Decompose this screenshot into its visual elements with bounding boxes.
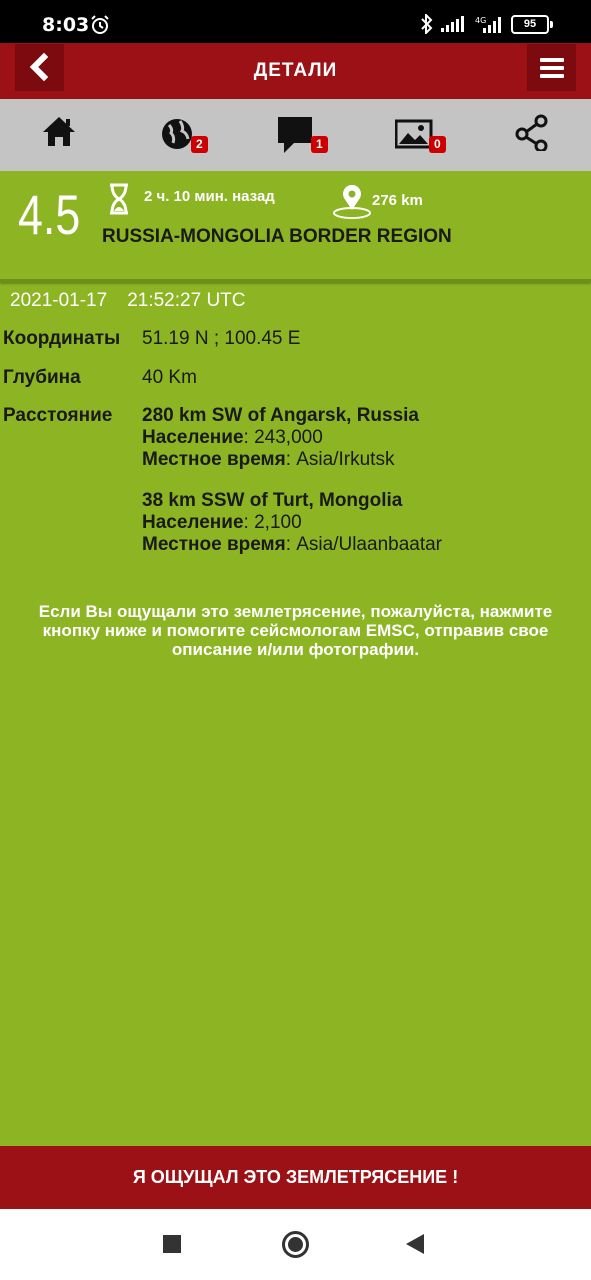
population-value: 243,000 [254, 427, 323, 448]
comments-badge: 1 [311, 136, 328, 153]
place-name: 38 km SSW of Turt, Mongolia [142, 490, 403, 511]
felt-prompt-text: Если Вы ощущали это землетрясение, пожалуйста, нажмите кнопку ниже и помогите сейсмологам EMSC, отправив свое описание и/или фотографии. [38, 602, 553, 659]
user-distance: 276 km [372, 192, 423, 209]
recents-button[interactable] [163, 1235, 181, 1253]
population-label: Население [142, 512, 244, 533]
status-bar [0, 0, 591, 43]
status-time: 8:03 [42, 14, 90, 36]
local-time-value: Asia/Ulaanbaatar [296, 534, 443, 555]
depth-value: 40 Km [142, 367, 197, 388]
origin-datetime [10, 290, 246, 312]
nearby-place: 38 km SSW of Turt, Mongolia Население: 2,100 Местное время: Asia/Ulaanbaatar [142, 490, 443, 555]
population-value: 2,100 [254, 512, 302, 533]
location-pin-icon [332, 184, 372, 220]
home-button[interactable] [282, 1231, 309, 1258]
place-name: 280 km SW of Angarsk, Russia [142, 405, 420, 426]
nearby-place: 280 km SW of Angarsk, Russia Население: 243,000 Местное время: Asia/Irkutsk [142, 405, 420, 470]
alarm-icon [90, 15, 110, 35]
tab-home[interactable] [40, 111, 78, 156]
signal-4g-icon [473, 15, 503, 33]
photo-icon [395, 111, 433, 151]
tab-bar [0, 99, 591, 171]
region-name: RUSSIA-MONGOLIA BORDER REGION [102, 226, 452, 247]
coords-label: Координаты [3, 328, 121, 349]
signal-icon [441, 16, 465, 32]
bluetooth-icon [421, 14, 433, 34]
magnitude: 4.5 [18, 183, 81, 246]
population-label: Население [142, 427, 244, 448]
tab-photos[interactable] [395, 111, 441, 156]
depth-label: Глубина [3, 367, 81, 388]
comment-icon [276, 111, 316, 155]
top-bar [0, 43, 591, 99]
local-time-label: Местное время [142, 534, 286, 555]
tab-comments[interactable] [276, 111, 323, 160]
map-badge: 2 [191, 136, 208, 153]
menu-button[interactable] [527, 44, 576, 91]
hamburger-icon [527, 44, 576, 91]
hourglass-icon [108, 183, 130, 215]
quake-summary [0, 171, 591, 282]
photos-badge: 0 [429, 136, 446, 153]
tab-map[interactable] [160, 111, 203, 156]
home-icon [40, 111, 78, 151]
origin-time: 21:52:27 UTC [127, 290, 246, 311]
back-nav-button[interactable] [406, 1234, 424, 1254]
time-ago: 2 ч. 10 мин. назад [144, 188, 275, 205]
tab-share[interactable] [515, 111, 549, 156]
battery-icon: 95 [511, 15, 549, 34]
svg-text:4G: 4G [475, 16, 487, 25]
distance-label: Расстояние [3, 405, 113, 426]
local-time-label: Местное время [142, 449, 286, 470]
share-icon [515, 111, 549, 151]
felt-it-button[interactable]: Я ОЩУЩАЛ ЭТО ЗЕМЛЕТРЯСЕНИЕ ! [0, 1146, 591, 1209]
local-time-value: Asia/Irkutsk [296, 449, 395, 470]
coords-value: 51.19 N ; 100.45 E [142, 328, 301, 349]
origin-date: 2021-01-17 [10, 290, 108, 311]
page-title: ДЕТАЛИ [253, 60, 338, 81]
